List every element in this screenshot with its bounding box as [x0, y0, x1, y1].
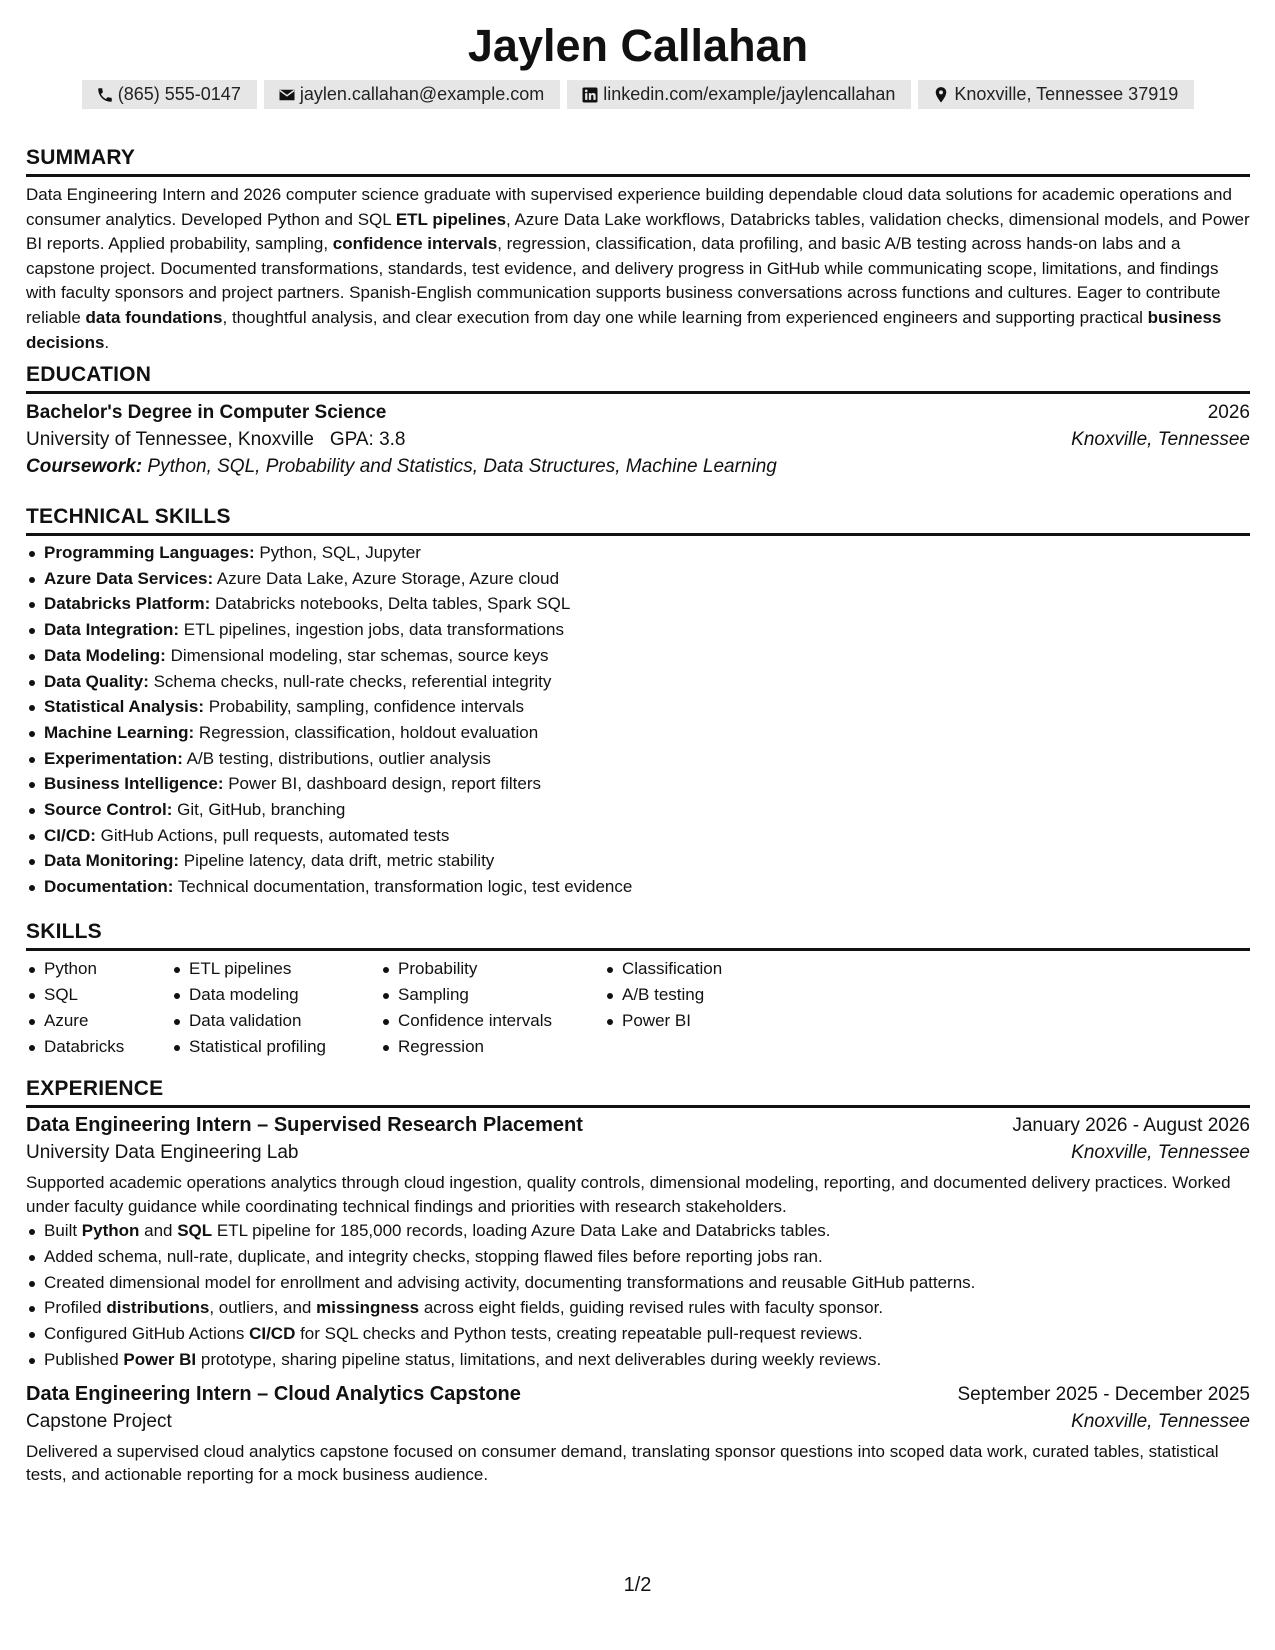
technical-skills-section — [26, 505, 1250, 900]
skills-column — [604, 956, 822, 1060]
bullet-run: across eight fields, guiding revised rules with faculty sponsor. — [419, 1298, 884, 1318]
bullet-bold-run: Power BI — [123, 1349, 197, 1369]
skill-item: Power BI — [622, 1008, 822, 1034]
skills-grid — [26, 956, 1250, 1060]
bullet-run: Built — [44, 1221, 82, 1240]
skills-column — [26, 956, 171, 1060]
section-title-summary: SUMMARY — [26, 146, 1250, 177]
job-description: Supported academic operations analytics through cloud ingestion, quality controls, dimensional modeling, reporting, and documented delivery practices. Worked under faculty guidance while coordinating technical findings and priorities with research stakeholders. — [26, 1173, 1231, 1216]
bullet-run: Added schema, null-rate, duplicate, and integrity checks, stopping flawed files before reporting jobs ran. — [44, 1246, 823, 1266]
skill-category: Data Modeling: — [44, 645, 166, 665]
section-title-skills: SKILLS — [26, 920, 1250, 951]
job-dates: January 2026 - August 2026 — [1012, 1115, 1250, 1136]
bullet-bold-run: CI/CD — [249, 1324, 296, 1344]
bullet-run: Profiled — [44, 1298, 107, 1318]
skill-item: Confidence intervals — [398, 1008, 604, 1034]
skill-values: ETL pipelines, ingestion jobs, data transformations — [179, 620, 564, 640]
skill-values: Azure Data Lake, Azure Storage, Azure cloud — [213, 568, 560, 588]
bullet-run: Created dimensional model for enrollment and advising activity, documenting transformations and reusable GitHub patterns. — [44, 1272, 976, 1292]
job-location: Knoxville, Tennessee — [1071, 1142, 1250, 1163]
technical-skill-item — [44, 848, 1250, 874]
technical-skill-item — [44, 566, 1250, 592]
skill-category: Business Intelligence: — [44, 774, 224, 794]
skill-item: Classification — [622, 956, 822, 982]
job-title: Data Engineering Intern – Supervised Research Placement — [26, 1114, 583, 1136]
experience-entry — [26, 1114, 1250, 1373]
bullet-bold-run: SQL — [177, 1221, 213, 1240]
skills-section — [26, 920, 1250, 1060]
school-name: University of Tennessee, Knoxville — [26, 429, 314, 450]
skill-category: Data Quality: — [44, 671, 149, 691]
skill-item: Python — [44, 956, 171, 982]
section-title-technical-skills: TECHNICAL SKILLS — [26, 505, 1250, 536]
contact-location[interactable] — [918, 80, 1194, 109]
bullet-run: Published — [44, 1349, 124, 1369]
skill-item: ETL pipelines — [189, 956, 380, 982]
candidate-name: Jaylen Callahan — [467, 20, 809, 71]
bullet-bold-run: distributions — [106, 1298, 210, 1318]
bullet-bold-run: Python — [81, 1221, 140, 1240]
skill-values: Technical documentation, transformation logic, test evidence — [173, 877, 633, 897]
technical-skill-item — [44, 643, 1250, 669]
job-location: Knoxville, Tennessee — [1071, 1410, 1250, 1432]
skill-values: GitHub Actions, pull requests, automated tests — [95, 825, 450, 845]
skill-category: Machine Learning: — [44, 722, 195, 742]
envelope-icon — [278, 86, 296, 104]
job-title: Data Engineering Intern – Cloud Analytics Capstone — [26, 1382, 521, 1405]
degree: Bachelor's Degree in Computer Science — [26, 402, 387, 423]
graduation-year: 2026 — [1207, 402, 1250, 423]
skill-category: Data Monitoring: — [44, 851, 180, 871]
job-bullet — [44, 1218, 1250, 1244]
experience-section — [26, 1077, 1250, 1487]
section-title-education: EDUCATION — [26, 363, 1250, 394]
skills-column — [380, 956, 604, 1060]
summary-section — [26, 146, 1250, 355]
skill-values: Pipeline latency, data drift, metric stability — [179, 851, 495, 871]
technical-skill-item — [44, 617, 1250, 643]
technical-skills-list — [26, 540, 1250, 900]
job-bullet — [44, 1295, 1250, 1321]
job-dates: September 2025 - December 2025 — [957, 1383, 1250, 1405]
technical-skill-item — [44, 669, 1250, 695]
summary-bold-run: data foundations — [85, 307, 223, 327]
skill-category: Azure Data Services: — [44, 568, 214, 588]
skill-values: Dimensional modeling, star schemas, source keys — [165, 645, 549, 665]
experience-list — [26, 1114, 1250, 1487]
summary-run: , thoughtful analysis, and clear execution from day one while learning from experienced engineers and supporting practical — [222, 307, 1148, 327]
skill-category: Programming Languages: — [44, 543, 255, 562]
contact-email[interactable] — [264, 80, 560, 109]
bullet-run: prototype, sharing pipeline status, limitations, and next deliverables during weekly reviews. — [196, 1349, 882, 1369]
bullet-run: for SQL checks and Python tests, creating repeatable pull-request reviews. — [295, 1324, 863, 1344]
technical-skill-item — [44, 720, 1250, 746]
page-number: 1/2 — [623, 1574, 652, 1596]
contact-linkedin[interactable] — [567, 80, 911, 109]
skill-category: Documentation: — [44, 877, 174, 897]
skill-values: Python, SQL, Jupyter — [254, 543, 421, 562]
linkedin-icon — [581, 86, 599, 104]
technical-skill-item — [44, 591, 1250, 617]
contact-phone[interactable] — [82, 80, 257, 109]
job-bullet — [44, 1321, 1250, 1347]
skill-item: Sampling — [398, 982, 604, 1008]
skill-values: Schema checks, null-rate checks, referential integrity — [148, 671, 552, 691]
email-text: jaylen.callahan@example.com — [299, 84, 545, 104]
skill-item: Statistical profiling — [189, 1034, 380, 1060]
technical-skill-item — [44, 874, 1250, 900]
job-organization: Capstone Project — [26, 1410, 172, 1432]
skill-category: Data Integration: — [44, 620, 180, 640]
technical-skill-item — [44, 540, 1250, 566]
job-bullet — [44, 1244, 1250, 1270]
skill-item: Probability — [398, 956, 604, 982]
phone-text: (865) 555-0147 — [117, 84, 241, 104]
skill-category: Experimentation: — [44, 748, 183, 768]
technical-skill-item — [44, 797, 1250, 823]
skills-column — [171, 956, 380, 1060]
skill-category: Statistical Analysis: — [44, 697, 204, 717]
location-text: Knoxville, Tennessee 37919 — [954, 84, 1179, 104]
summary-run: Data Engineering Intern and 2026 computer science graduate with supervised experience building dependable cloud data solutions for academic operations and consumer analytics. Developed Python and SQL — [26, 185, 1232, 229]
skill-values: Git, GitHub, branching — [172, 800, 346, 820]
bullet-run: ETL pipeline for 185,000 records, loading Azure Data Lake and Databricks tables. — [212, 1221, 831, 1240]
school-location: Knoxville, Tennessee — [1071, 429, 1250, 450]
summary-run: , regression, classification, data profiling, and basic A/B testing across hands-on labs and a capstone project. Documented transformations, standards, test evidence, and delivery progress in GitHub while communicating scope, limitations, and findings with faculty sponsors and project partners. Spanish-English communication supports business conversations across functions and cultures. Eager to contribute reliable — [26, 234, 1221, 327]
map-pin-icon — [932, 86, 950, 104]
skill-item: Regression — [398, 1034, 604, 1060]
education-section — [26, 363, 1250, 478]
bullet-run: Configured GitHub Actions — [44, 1324, 250, 1344]
job-organization: University Data Engineering Lab — [26, 1142, 299, 1163]
skill-category: CI/CD: — [44, 825, 96, 845]
skill-item: Azure — [44, 1008, 171, 1034]
summary-text — [26, 183, 1250, 355]
job-bullets — [26, 1218, 1250, 1373]
skill-item: SQL — [44, 982, 171, 1008]
bullet-run: and — [139, 1221, 178, 1240]
technical-skill-item — [44, 694, 1250, 720]
bullet-bold-run: missingness — [316, 1298, 420, 1318]
skill-item: A/B testing — [622, 982, 822, 1008]
coursework-label: Coursework: — [26, 456, 143, 477]
skill-values: Regression, classification, holdout evaluation — [194, 722, 539, 742]
job-description: Delivered a supervised cloud analytics capstone focused on consumer demand, translating sponsor questions into scoped data work, curated tables, statistical tests, and actionable reporting for a mock business audience. — [26, 1441, 1219, 1485]
skill-values: Power BI, dashboard design, report filters — [223, 774, 541, 794]
contact-bar — [26, 80, 1250, 109]
linkedin-text: linkedin.com/example/jaylencallahan — [603, 84, 896, 104]
skill-values: A/B testing, distributions, outlier analysis — [182, 748, 491, 768]
skill-item: Databricks — [44, 1034, 171, 1060]
skill-values: Databricks notebooks, Delta tables, Spark SQL — [210, 594, 571, 614]
skill-category: Databricks Platform: — [44, 594, 211, 614]
experience-entry — [26, 1383, 1250, 1487]
job-bullet — [44, 1347, 1250, 1373]
bullet-run: , outliers, and — [209, 1298, 317, 1318]
skill-item: Data modeling — [189, 982, 380, 1008]
gpa: GPA: 3.8 — [329, 429, 406, 450]
skill-category: Source Control: — [44, 800, 173, 820]
summary-bold-run: ETL pipelines — [395, 209, 507, 229]
coursework — [26, 456, 1250, 478]
skill-values: Probability, sampling, confidence intervals — [204, 697, 525, 717]
section-title-experience: EXPERIENCE — [26, 1077, 1250, 1108]
job-bullet — [44, 1270, 1250, 1296]
summary-bold-run: business decisions — [26, 307, 1222, 352]
skill-item: Data validation — [189, 1008, 380, 1034]
summary-run: , Azure Data Lake workflows, Databricks tables, validation checks, dimensional models, and Power BI reports. Applied probability, sampling, — [26, 209, 1250, 254]
summary-run: . — [104, 332, 110, 352]
summary-bold-run: confidence intervals — [332, 234, 498, 254]
technical-skill-item — [44, 746, 1250, 772]
technical-skill-item — [44, 771, 1250, 797]
phone-icon — [96, 86, 114, 104]
coursework-list: Python, SQL, Probability and Statistics, Data Structures, Machine Learning — [142, 456, 777, 477]
technical-skill-item — [44, 823, 1250, 849]
